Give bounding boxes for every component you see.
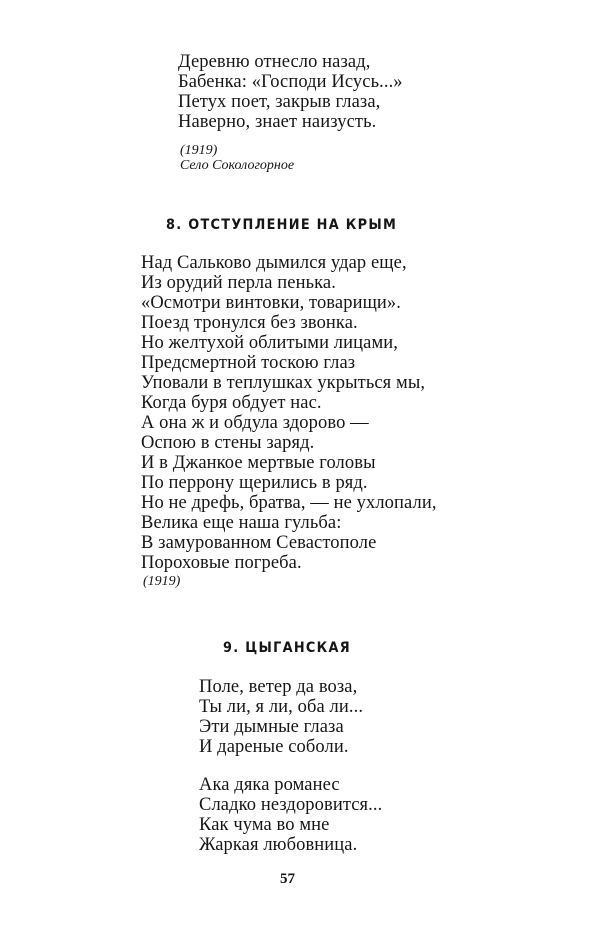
poem-place: Село Сокологорное [180,158,295,173]
page-number: 57 [280,871,295,887]
poem-line: «Осмотри винтовки, товарищи». [141,293,401,313]
poem-line: Деревню отнесло назад, [178,52,371,72]
poem-line: Из орудий перла пенька. [141,273,336,293]
poem-heading: 9. ЦЫГАНСКАЯ [223,640,351,656]
poem-line: Велика еще наша гульба: [141,513,342,533]
poem-line: Оспою в стены заряд. [141,433,315,453]
poem-line: Уповали в теплушках укрыться мы, [141,373,426,393]
poem-line: Ака дяка романес [199,775,340,795]
poem-line: Наверно, знает наизусть. [178,112,377,132]
poem-line: Но не дрефь, братва, — не ухлопали, [141,493,437,513]
poem-date: (1919) [143,574,181,589]
poem-line: Предсмертной тоскою глаз [141,353,356,373]
poem-line: Поезд тронулся без звонка. [141,313,358,333]
poem-stanza [141,253,437,573]
poem-line: Поле, ветер да воза, [199,677,358,697]
poem-line: Сладко нездоровится... [199,795,383,815]
poem-stanza [199,677,363,757]
poem-line: По перрону щерились в ряд. [141,473,368,493]
poem-line: Бабенка: «Господи Исусь...» [178,72,403,92]
poem-line: А она ж и обдула здорово — [141,413,369,433]
poem-line: Пороховые погреба. [141,553,302,573]
poem-line: В замурованном Севастополе [141,533,377,553]
poem-line: Как чума во мне [199,815,330,835]
poem-line: Петух поет, закрыв глаза, [178,92,381,112]
poem-line: И в Джанкое мертвые головы [141,453,376,473]
poem-line: Но желтухой облитыми лицами, [141,333,398,353]
poem-end-stanza [178,52,403,132]
poem-date: (1919) [180,143,218,158]
poem-line: И дареные соболи. [199,737,349,757]
poem-heading: 8. ОТСТУПЛЕНИЕ НА КРЫМ [166,217,398,233]
poem-stanza [199,775,382,855]
poem-line: Когда буря обдует нас. [141,393,322,413]
poem-line: Ты ли, я ли, оба ли... [199,697,364,717]
poem-line: Жаркая любовница. [199,835,358,855]
poem-line: Над Сальково дымился удар еще, [141,253,407,273]
poem-line: Эти дымные глаза [199,717,344,737]
